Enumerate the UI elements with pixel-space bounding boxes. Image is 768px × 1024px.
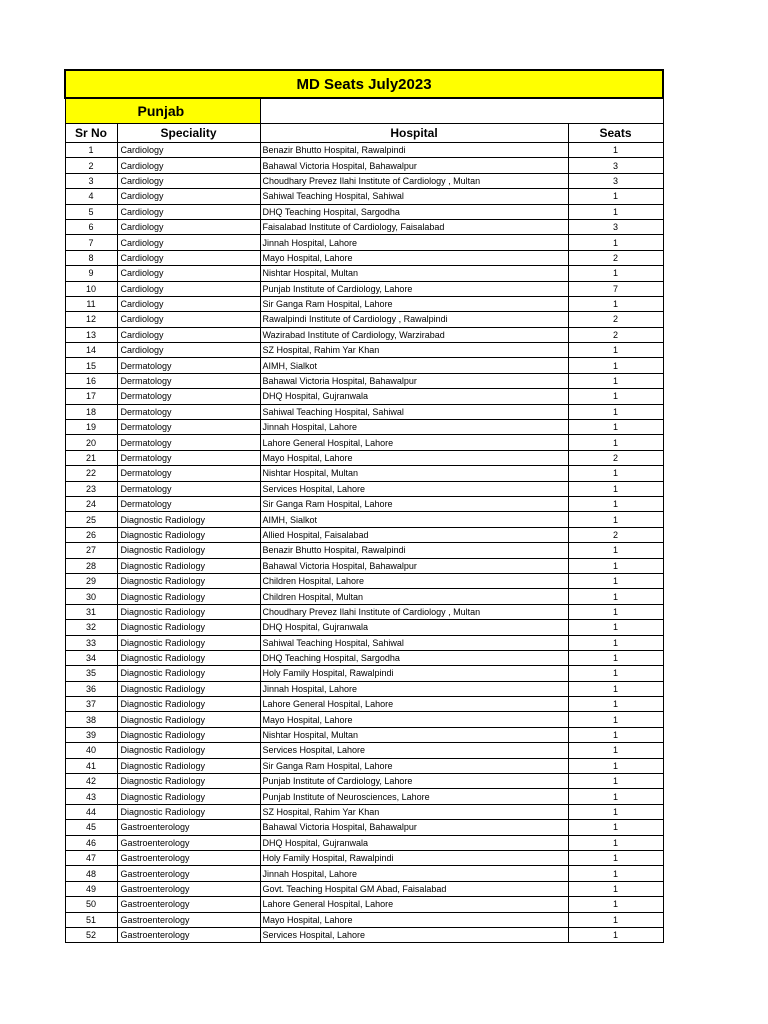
- hospital-cell: AIMH, Sialkot: [260, 512, 568, 527]
- hospital-cell: Bahawal Victoria Hospital, Bahawalpur: [260, 558, 568, 573]
- table-row: [65, 897, 663, 912]
- sr-no-cell: 43: [65, 789, 117, 804]
- speciality-cell: Cardiology: [117, 281, 260, 296]
- hospital-cell: Lahore General Hospital, Lahore: [260, 897, 568, 912]
- speciality-cell: Dermatology: [117, 481, 260, 496]
- seats-cell: 1: [568, 635, 663, 650]
- seats-cell: 1: [568, 927, 663, 942]
- speciality-cell: Cardiology: [117, 250, 260, 265]
- speciality-cell: Diagnostic Radiology: [117, 650, 260, 665]
- table-row: [65, 327, 663, 342]
- seats-cell: 1: [568, 204, 663, 219]
- seats-cell: 1: [568, 743, 663, 758]
- table-row: [65, 666, 663, 681]
- table-row: [65, 866, 663, 881]
- speciality-cell: Cardiology: [117, 204, 260, 219]
- seats-cell: 1: [568, 850, 663, 865]
- table-row: [65, 358, 663, 373]
- sr-no-cell: 3: [65, 173, 117, 188]
- seats-cell: 1: [568, 758, 663, 773]
- sr-no-cell: 37: [65, 697, 117, 712]
- seats-cell: 1: [568, 620, 663, 635]
- sr-no-cell: 50: [65, 897, 117, 912]
- seats-cell: 1: [568, 435, 663, 450]
- hospital-cell: Sahiwal Teaching Hospital, Sahiwal: [260, 404, 568, 419]
- table-row: [65, 743, 663, 758]
- table-row: [65, 543, 663, 558]
- seats-cell: 1: [568, 712, 663, 727]
- table-row: [65, 635, 663, 650]
- hospital-cell: DHQ Hospital, Gujranwala: [260, 835, 568, 850]
- speciality-cell: Cardiology: [117, 296, 260, 311]
- hospital-cell: Mayo Hospital, Lahore: [260, 250, 568, 265]
- table-row: [65, 774, 663, 789]
- table-row: [65, 927, 663, 942]
- seats-cell: 1: [568, 589, 663, 604]
- hospital-cell: Jinnah Hospital, Lahore: [260, 420, 568, 435]
- hospital-cell: Sir Ganga Ram Hospital, Lahore: [260, 496, 568, 511]
- seats-cell: 1: [568, 373, 663, 388]
- hospital-cell: Benazir Bhutto Hospital, Rawalpindi: [260, 143, 568, 158]
- speciality-cell: Dermatology: [117, 466, 260, 481]
- table-row: [65, 173, 663, 188]
- table-row: [65, 204, 663, 219]
- hospital-cell: Punjab Institute of Cardiology, Lahore: [260, 774, 568, 789]
- speciality-cell: Cardiology: [117, 266, 260, 281]
- table-row: [65, 466, 663, 481]
- table-row: [65, 789, 663, 804]
- seats-cell: 1: [568, 543, 663, 558]
- table-row: [65, 250, 663, 265]
- hospital-cell: Govt. Teaching Hospital GM Abad, Faisalabad: [260, 881, 568, 896]
- sr-no-cell: 28: [65, 558, 117, 573]
- table-row: [65, 881, 663, 896]
- sr-no-cell: 49: [65, 881, 117, 896]
- hospital-cell: Rawalpindi Institute of Cardiology , Rawalpindi: [260, 312, 568, 327]
- hospital-cell: Lahore General Hospital, Lahore: [260, 435, 568, 450]
- speciality-cell: Dermatology: [117, 358, 260, 373]
- table-row: [65, 450, 663, 465]
- blank-cell: [260, 98, 663, 124]
- hospital-cell: Jinnah Hospital, Lahore: [260, 866, 568, 881]
- table-row: [65, 620, 663, 635]
- hospital-cell: Jinnah Hospital, Lahore: [260, 681, 568, 696]
- speciality-cell: Cardiology: [117, 219, 260, 234]
- speciality-cell: Dermatology: [117, 373, 260, 388]
- speciality-cell: Cardiology: [117, 235, 260, 250]
- sr-no-cell: 7: [65, 235, 117, 250]
- header-speciality: Speciality: [117, 124, 260, 143]
- hospital-cell: Mayo Hospital, Lahore: [260, 712, 568, 727]
- speciality-cell: Diagnostic Radiology: [117, 789, 260, 804]
- speciality-cell: Diagnostic Radiology: [117, 558, 260, 573]
- table-row: [65, 496, 663, 511]
- sr-no-cell: 4: [65, 189, 117, 204]
- hospital-cell: Mayo Hospital, Lahore: [260, 450, 568, 465]
- sr-no-cell: 29: [65, 573, 117, 588]
- table-row: [65, 420, 663, 435]
- hospital-cell: Allied Hospital, Faisalabad: [260, 527, 568, 542]
- speciality-cell: Diagnostic Radiology: [117, 635, 260, 650]
- seats-cell: 1: [568, 604, 663, 619]
- sr-no-cell: 9: [65, 266, 117, 281]
- speciality-cell: Cardiology: [117, 312, 260, 327]
- header-seats: Seats: [568, 124, 663, 143]
- hospital-cell: SZ Hospital, Rahim Yar Khan: [260, 343, 568, 358]
- table-row: [65, 266, 663, 281]
- seats-cell: 2: [568, 250, 663, 265]
- sr-no-cell: 42: [65, 774, 117, 789]
- sr-no-cell: 36: [65, 681, 117, 696]
- seats-cell: 1: [568, 420, 663, 435]
- speciality-cell: Cardiology: [117, 343, 260, 358]
- seats-cell: 1: [568, 804, 663, 819]
- sr-no-cell: 52: [65, 927, 117, 942]
- seats-cell: 1: [568, 774, 663, 789]
- sr-no-cell: 16: [65, 373, 117, 388]
- sr-no-cell: 21: [65, 450, 117, 465]
- seats-cell: 1: [568, 912, 663, 927]
- speciality-cell: Diagnostic Radiology: [117, 804, 260, 819]
- speciality-cell: Cardiology: [117, 327, 260, 342]
- speciality-cell: Gastroenterology: [117, 866, 260, 881]
- sr-no-cell: 11: [65, 296, 117, 311]
- speciality-cell: Diagnostic Radiology: [117, 743, 260, 758]
- table-row: [65, 189, 663, 204]
- table-row: [65, 512, 663, 527]
- speciality-cell: Diagnostic Radiology: [117, 573, 260, 588]
- md-seats-table: [64, 69, 664, 943]
- seats-cell: 1: [568, 143, 663, 158]
- hospital-cell: Children Hospital, Lahore: [260, 573, 568, 588]
- speciality-cell: Gastroenterology: [117, 881, 260, 896]
- sr-no-cell: 41: [65, 758, 117, 773]
- table-row: [65, 758, 663, 773]
- seats-cell: 7: [568, 281, 663, 296]
- seats-cell: 1: [568, 835, 663, 850]
- hospital-cell: Bahawal Victoria Hospital, Bahawalpur: [260, 158, 568, 173]
- speciality-cell: Cardiology: [117, 173, 260, 188]
- seats-cell: 1: [568, 573, 663, 588]
- sr-no-cell: 10: [65, 281, 117, 296]
- seats-cell: 2: [568, 327, 663, 342]
- sr-no-cell: 5: [65, 204, 117, 219]
- table-row: [65, 558, 663, 573]
- sr-no-cell: 14: [65, 343, 117, 358]
- seats-cell: 1: [568, 358, 663, 373]
- speciality-cell: Gastroenterology: [117, 897, 260, 912]
- table-row: [65, 481, 663, 496]
- speciality-cell: Cardiology: [117, 143, 260, 158]
- hospital-cell: Bahawal Victoria Hospital, Bahawalpur: [260, 820, 568, 835]
- speciality-cell: Diagnostic Radiology: [117, 666, 260, 681]
- sr-no-cell: 19: [65, 420, 117, 435]
- seats-cell: 1: [568, 789, 663, 804]
- hospital-cell: Faisalabad Institute of Cardiology, Faisalabad: [260, 219, 568, 234]
- table-row: [65, 435, 663, 450]
- table-row: [65, 312, 663, 327]
- table-row: [65, 820, 663, 835]
- table-body: [65, 143, 663, 943]
- seats-cell: 1: [568, 496, 663, 511]
- seats-cell: 1: [568, 697, 663, 712]
- table-row: [65, 389, 663, 404]
- table-row: [65, 835, 663, 850]
- table-row: [65, 604, 663, 619]
- sr-no-cell: 32: [65, 620, 117, 635]
- sr-no-cell: 1: [65, 143, 117, 158]
- sr-no-cell: 45: [65, 820, 117, 835]
- table-row: [65, 697, 663, 712]
- speciality-cell: Dermatology: [117, 404, 260, 419]
- seats-cell: 1: [568, 296, 663, 311]
- table-row: [65, 912, 663, 927]
- sr-no-cell: 8: [65, 250, 117, 265]
- speciality-cell: Diagnostic Radiology: [117, 712, 260, 727]
- hospital-cell: DHQ Teaching Hospital, Sargodha: [260, 650, 568, 665]
- speciality-cell: Diagnostic Radiology: [117, 774, 260, 789]
- seats-cell: 1: [568, 881, 663, 896]
- hospital-cell: DHQ Teaching Hospital, Sargodha: [260, 204, 568, 219]
- sr-no-cell: 18: [65, 404, 117, 419]
- sr-no-cell: 35: [65, 666, 117, 681]
- table-row: [65, 235, 663, 250]
- sr-no-cell: 13: [65, 327, 117, 342]
- table-row: [65, 589, 663, 604]
- sr-no-cell: 40: [65, 743, 117, 758]
- sr-no-cell: 48: [65, 866, 117, 881]
- seats-cell: 1: [568, 681, 663, 696]
- sr-no-cell: 47: [65, 850, 117, 865]
- sr-no-cell: 46: [65, 835, 117, 850]
- hospital-cell: Punjab Institute of Neurosciences, Lahore: [260, 789, 568, 804]
- hospital-cell: Nishtar Hospital, Multan: [260, 466, 568, 481]
- sr-no-cell: 22: [65, 466, 117, 481]
- sr-no-cell: 26: [65, 527, 117, 542]
- seats-cell: 3: [568, 219, 663, 234]
- sr-no-cell: 27: [65, 543, 117, 558]
- seats-cell: 2: [568, 450, 663, 465]
- table-row: [65, 158, 663, 173]
- speciality-cell: Dermatology: [117, 450, 260, 465]
- hospital-cell: Services Hospital, Lahore: [260, 927, 568, 942]
- seats-cell: 1: [568, 727, 663, 742]
- speciality-cell: Diagnostic Radiology: [117, 620, 260, 635]
- speciality-cell: Diagnostic Radiology: [117, 758, 260, 773]
- table-row: [65, 573, 663, 588]
- table-row: [65, 143, 663, 158]
- hospital-cell: AIMH, Sialkot: [260, 358, 568, 373]
- header-sr-no: Sr No: [65, 124, 117, 143]
- hospital-cell: Nishtar Hospital, Multan: [260, 266, 568, 281]
- speciality-cell: Gastroenterology: [117, 835, 260, 850]
- hospital-cell: Nishtar Hospital, Multan: [260, 727, 568, 742]
- sr-no-cell: 24: [65, 496, 117, 511]
- hospital-cell: Sir Ganga Ram Hospital, Lahore: [260, 758, 568, 773]
- speciality-cell: Dermatology: [117, 420, 260, 435]
- seats-cell: 1: [568, 189, 663, 204]
- speciality-cell: Gastroenterology: [117, 850, 260, 865]
- hospital-cell: Holy Family Hospital, Rawalpindi: [260, 666, 568, 681]
- seats-cell: 1: [568, 820, 663, 835]
- hospital-cell: DHQ Hospital, Gujranwala: [260, 620, 568, 635]
- seats-cell: 1: [568, 897, 663, 912]
- speciality-cell: Gastroenterology: [117, 912, 260, 927]
- table-row: [65, 712, 663, 727]
- seats-cell: 1: [568, 866, 663, 881]
- speciality-cell: Cardiology: [117, 189, 260, 204]
- speciality-cell: Diagnostic Radiology: [117, 527, 260, 542]
- hospital-cell: Bahawal Victoria Hospital, Bahawalpur: [260, 373, 568, 388]
- seats-cell: 1: [568, 404, 663, 419]
- seats-cell: 1: [568, 389, 663, 404]
- hospital-cell: Sir Ganga Ram Hospital, Lahore: [260, 296, 568, 311]
- table-row: [65, 343, 663, 358]
- hospital-cell: Choudhary Prevez Ilahi Institute of Cardiology , Multan: [260, 173, 568, 188]
- table-row: [65, 373, 663, 388]
- speciality-cell: Dermatology: [117, 496, 260, 511]
- speciality-cell: Diagnostic Radiology: [117, 697, 260, 712]
- sr-no-cell: 38: [65, 712, 117, 727]
- table-row: [65, 404, 663, 419]
- speciality-cell: Gastroenterology: [117, 820, 260, 835]
- sr-no-cell: 39: [65, 727, 117, 742]
- sr-no-cell: 34: [65, 650, 117, 665]
- speciality-cell: Diagnostic Radiology: [117, 727, 260, 742]
- table-row: [65, 850, 663, 865]
- hospital-cell: Choudhary Prevez Ilahi Institute of Cardiology , Multan: [260, 604, 568, 619]
- seats-cell: 3: [568, 173, 663, 188]
- table-row: [65, 219, 663, 234]
- hospital-cell: Services Hospital, Lahore: [260, 481, 568, 496]
- speciality-cell: Diagnostic Radiology: [117, 589, 260, 604]
- sr-no-cell: 15: [65, 358, 117, 373]
- seats-cell: 1: [568, 235, 663, 250]
- table-row: [65, 681, 663, 696]
- speciality-cell: Diagnostic Radiology: [117, 604, 260, 619]
- hospital-cell: Children Hospital, Multan: [260, 589, 568, 604]
- table-row: [65, 650, 663, 665]
- seats-cell: 1: [568, 466, 663, 481]
- sr-no-cell: 31: [65, 604, 117, 619]
- hospital-cell: Benazir Bhutto Hospital, Rawalpindi: [260, 543, 568, 558]
- hospital-cell: Services Hospital, Lahore: [260, 743, 568, 758]
- table-row: [65, 804, 663, 819]
- hospital-cell: Mayo Hospital, Lahore: [260, 912, 568, 927]
- hospital-cell: Wazirabad Institute of Cardiology, Warzirabad: [260, 327, 568, 342]
- hospital-cell: Sahiwal Teaching Hospital, Sahiwal: [260, 635, 568, 650]
- seats-cell: 1: [568, 558, 663, 573]
- table-title: MD Seats July2023: [65, 70, 663, 98]
- seats-cell: 1: [568, 266, 663, 281]
- table-row: [65, 527, 663, 542]
- table-row: [65, 727, 663, 742]
- table-row: [65, 281, 663, 296]
- hospital-cell: Lahore General Hospital, Lahore: [260, 697, 568, 712]
- hospital-cell: Sahiwal Teaching Hospital, Sahiwal: [260, 189, 568, 204]
- sr-no-cell: 12: [65, 312, 117, 327]
- seats-cell: 3: [568, 158, 663, 173]
- seats-cell: 1: [568, 343, 663, 358]
- speciality-cell: Diagnostic Radiology: [117, 681, 260, 696]
- sr-no-cell: 33: [65, 635, 117, 650]
- header-hospital: Hospital: [260, 124, 568, 143]
- sr-no-cell: 6: [65, 219, 117, 234]
- seats-cell: 2: [568, 312, 663, 327]
- speciality-cell: Dermatology: [117, 435, 260, 450]
- sr-no-cell: 2: [65, 158, 117, 173]
- hospital-cell: Jinnah Hospital, Lahore: [260, 235, 568, 250]
- seats-cell: 1: [568, 481, 663, 496]
- hospital-cell: SZ Hospital, Rahim Yar Khan: [260, 804, 568, 819]
- speciality-cell: Gastroenterology: [117, 927, 260, 942]
- seats-cell: 1: [568, 650, 663, 665]
- speciality-cell: Diagnostic Radiology: [117, 512, 260, 527]
- seats-cell: 2: [568, 527, 663, 542]
- seats-cell: 1: [568, 512, 663, 527]
- sr-no-cell: 25: [65, 512, 117, 527]
- sr-no-cell: 20: [65, 435, 117, 450]
- sr-no-cell: 51: [65, 912, 117, 927]
- table-row: [65, 296, 663, 311]
- region-label: Punjab: [65, 98, 260, 124]
- hospital-cell: Holy Family Hospital, Rawalpindi: [260, 850, 568, 865]
- hospital-cell: Punjab Institute of Cardiology, Lahore: [260, 281, 568, 296]
- hospital-cell: DHQ Hospital, Gujranwala: [260, 389, 568, 404]
- sr-no-cell: 17: [65, 389, 117, 404]
- speciality-cell: Cardiology: [117, 158, 260, 173]
- sr-no-cell: 23: [65, 481, 117, 496]
- speciality-cell: Dermatology: [117, 389, 260, 404]
- sr-no-cell: 44: [65, 804, 117, 819]
- sr-no-cell: 30: [65, 589, 117, 604]
- seats-cell: 1: [568, 666, 663, 681]
- speciality-cell: Diagnostic Radiology: [117, 543, 260, 558]
